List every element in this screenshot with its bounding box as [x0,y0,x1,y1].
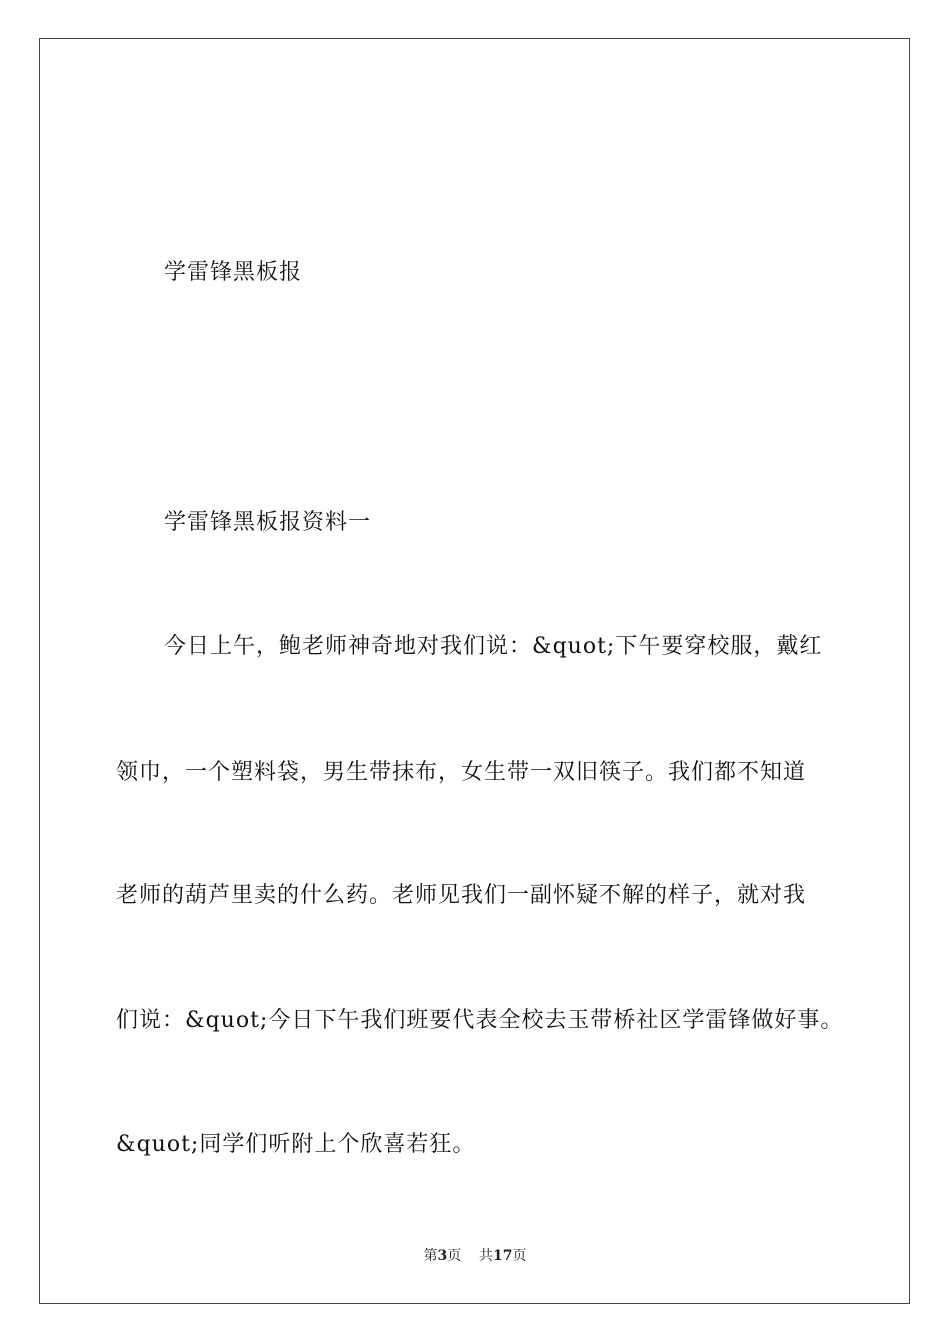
paragraph-line-2: 领巾，一个塑料袋，男生带抹布，女生带一双旧筷子。我们都不知道 [116,760,807,785]
page-number: 3 [437,1248,448,1264]
total-pages: 17 [493,1248,513,1264]
total-suffix: 页 [512,1248,527,1264]
page-prefix: 第 [423,1248,438,1264]
section-heading: 学雷锋黑板报资料一 [164,510,372,535]
paragraph-line-5: &quot;同学们听附上个欣喜若狂。 [116,1132,476,1157]
paragraph-line-1: 今日上午，鲍老师神奇地对我们说：&quot;下午要穿校服，戴红 [164,634,823,659]
total-prefix: 共 [479,1248,494,1264]
paragraph-line-4: 们说：&quot;今日下午我们班要代表全校去玉带桥社区学雷锋做好事。 [116,1008,844,1033]
page-footer [0,1246,950,1266]
paragraph-line-3: 老师的葫芦里卖的什么药。老师见我们一副怀疑不解的样子，就对我 [116,883,807,908]
page-border [39,38,910,1304]
document-title: 学雷锋黑板报 [164,260,303,285]
page-suffix: 页 [447,1248,462,1264]
